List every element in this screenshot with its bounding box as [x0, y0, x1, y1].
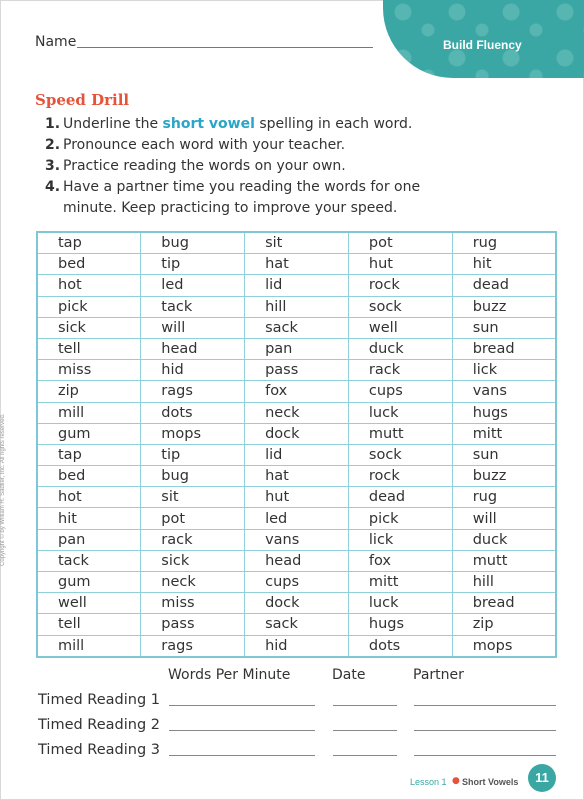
word-cell: tip [141, 254, 245, 275]
word-cell: pan [37, 529, 141, 550]
word-cell: neck [245, 402, 349, 423]
instruction-text: Practice reading the words on your own. [63, 158, 346, 174]
step-number: 3. [45, 158, 61, 174]
word-cell: well [37, 593, 141, 614]
word-row [37, 550, 556, 571]
word-cell: gum [37, 572, 141, 593]
word-cell: cups [245, 572, 349, 593]
word-cell: rug [452, 232, 556, 254]
word-cell: cups [348, 381, 452, 402]
word-cell: duck [452, 529, 556, 550]
timed-reading-3-label: Timed Reading 3 [38, 742, 160, 758]
instruction-text: spelling in each word. [254, 116, 413, 132]
word-cell: dead [452, 275, 556, 296]
instruction-1 [45, 114, 465, 135]
date-field-3[interactable] [333, 755, 397, 756]
word-cell: zip [452, 614, 556, 635]
word-cell: hill [245, 296, 349, 317]
col-date: Date [332, 667, 366, 683]
wpm-field-2[interactable] [169, 730, 315, 731]
word-cell: hid [245, 635, 349, 657]
word-cell: rock [348, 275, 452, 296]
instruction-2 [45, 135, 465, 156]
word-cell: luck [348, 402, 452, 423]
word-row [37, 593, 556, 614]
word-cell: pass [245, 360, 349, 381]
word-row [37, 466, 556, 487]
word-cell: mops [452, 635, 556, 657]
word-cell: vans [245, 529, 349, 550]
word-cell: head [141, 338, 245, 359]
word-cell: well [348, 317, 452, 338]
word-cell: lick [348, 529, 452, 550]
word-cell: bread [452, 593, 556, 614]
word-cell: pass [141, 614, 245, 635]
word-cell: sun [452, 444, 556, 465]
word-cell: hut [245, 487, 349, 508]
word-cell: rug [452, 487, 556, 508]
date-field-1[interactable] [333, 705, 397, 706]
word-row [37, 360, 556, 381]
word-cell: hut [348, 254, 452, 275]
word-cell: bread [452, 338, 556, 359]
word-cell: dock [245, 423, 349, 444]
partner-field-1[interactable] [414, 705, 556, 706]
word-cell: sock [348, 296, 452, 317]
word-cell: hat [245, 466, 349, 487]
word-cell: pick [348, 508, 452, 529]
word-cell: pan [245, 338, 349, 359]
word-cell: tell [37, 338, 141, 359]
word-row [37, 508, 556, 529]
word-cell: buzz [452, 466, 556, 487]
word-cell: mutt [452, 550, 556, 571]
word-cell: gum [37, 423, 141, 444]
word-cell: lick [452, 360, 556, 381]
word-cell: hit [452, 254, 556, 275]
word-row [37, 296, 556, 317]
word-cell: rags [141, 635, 245, 657]
word-cell: bug [141, 466, 245, 487]
word-cell: tip [141, 444, 245, 465]
word-cell: lid [245, 275, 349, 296]
word-row [37, 275, 556, 296]
word-cell: rock [348, 466, 452, 487]
word-row [37, 338, 556, 359]
word-cell: miss [37, 360, 141, 381]
word-cell: hat [245, 254, 349, 275]
word-cell: led [245, 508, 349, 529]
word-cell: sack [245, 317, 349, 338]
col-words-per-minute: Words Per Minute [168, 667, 291, 683]
word-cell: hugs [452, 402, 556, 423]
instruction-text: Pronounce each word with your teacher. [63, 137, 346, 153]
word-row [37, 529, 556, 550]
word-cell: sick [141, 550, 245, 571]
word-cell: head [245, 550, 349, 571]
word-cell: miss [141, 593, 245, 614]
highlight-term: short vowel [162, 116, 255, 132]
word-grid [36, 231, 557, 658]
word-cell: tack [37, 550, 141, 571]
instruction-3 [45, 156, 465, 177]
copyright-notice: Copyright © by William H. Sadlier, Inc. All rights reserved. [0, 413, 6, 566]
footer-bullet-icon: ● [452, 776, 460, 786]
page-number: 11 [528, 764, 556, 792]
word-cell: mops [141, 423, 245, 444]
word-row [37, 402, 556, 423]
word-cell: pot [348, 232, 452, 254]
word-cell: rack [348, 360, 452, 381]
word-cell: will [452, 508, 556, 529]
word-cell: will [141, 317, 245, 338]
word-row [37, 572, 556, 593]
word-cell: tap [37, 232, 141, 254]
word-cell: duck [348, 338, 452, 359]
build-fluency-badge [383, 0, 584, 78]
word-grid-body [37, 232, 556, 657]
word-row [37, 444, 556, 465]
word-cell: hot [37, 275, 141, 296]
word-cell: tell [37, 614, 141, 635]
word-cell: bed [37, 466, 141, 487]
name-field-line[interactable] [77, 47, 373, 48]
word-row [37, 254, 556, 275]
instruction-4 [45, 177, 465, 198]
word-cell: bug [141, 232, 245, 254]
word-cell: luck [348, 593, 452, 614]
wpm-field-1[interactable] [169, 705, 315, 706]
word-cell: fox [348, 550, 452, 571]
word-cell: hot [37, 487, 141, 508]
word-cell: lid [245, 444, 349, 465]
name-label: Name [35, 34, 77, 50]
word-cell: mutt [348, 423, 452, 444]
word-cell: mitt [348, 572, 452, 593]
instruction-4-continued: minute. Keep practicing to improve your speed. [63, 200, 398, 216]
word-cell: dots [141, 402, 245, 423]
partner-field-2[interactable] [414, 730, 556, 731]
word-cell: vans [452, 381, 556, 402]
timed-reading-1-label: Timed Reading 1 [38, 692, 160, 708]
word-cell: zip [37, 381, 141, 402]
badge-title: Build Fluency [443, 38, 522, 52]
word-row [37, 487, 556, 508]
word-cell: sack [245, 614, 349, 635]
word-cell: hit [37, 508, 141, 529]
instruction-text: Have a partner time you reading the words for one [63, 179, 421, 195]
wpm-field-3[interactable] [169, 755, 315, 756]
word-row [37, 635, 556, 657]
word-cell: sick [37, 317, 141, 338]
word-cell: tap [37, 444, 141, 465]
step-number: 1. [45, 116, 61, 132]
word-cell: rack [141, 529, 245, 550]
timed-reading-2-label: Timed Reading 2 [38, 717, 160, 733]
word-cell: fox [245, 381, 349, 402]
word-cell: sit [245, 232, 349, 254]
word-cell: buzz [452, 296, 556, 317]
instruction-text: Underline the [63, 116, 163, 132]
word-cell: pick [37, 296, 141, 317]
word-cell: sit [141, 487, 245, 508]
step-number: 4. [45, 179, 61, 195]
word-row [37, 423, 556, 444]
word-row [37, 317, 556, 338]
word-cell: rags [141, 381, 245, 402]
word-cell: dock [245, 593, 349, 614]
word-cell: hid [141, 360, 245, 381]
word-cell: tack [141, 296, 245, 317]
word-cell: led [141, 275, 245, 296]
word-cell: mill [37, 402, 141, 423]
word-cell: mitt [452, 423, 556, 444]
word-cell: hill [452, 572, 556, 593]
word-row [37, 232, 556, 254]
footer-topic: Short Vowels [462, 777, 519, 787]
word-cell: dead [348, 487, 452, 508]
word-cell: dots [348, 635, 452, 657]
word-cell: mill [37, 635, 141, 657]
section-title: Speed Drill [35, 91, 130, 109]
word-cell: neck [141, 572, 245, 593]
word-cell: hugs [348, 614, 452, 635]
word-cell: bed [37, 254, 141, 275]
partner-field-3[interactable] [414, 755, 556, 756]
date-field-2[interactable] [333, 730, 397, 731]
word-cell: sock [348, 444, 452, 465]
word-cell: pot [141, 508, 245, 529]
word-row [37, 381, 556, 402]
word-cell: sun [452, 317, 556, 338]
col-partner: Partner [413, 667, 464, 683]
step-number: 2. [45, 137, 61, 153]
footer-lesson: Lesson 1 [410, 777, 447, 787]
word-row [37, 614, 556, 635]
